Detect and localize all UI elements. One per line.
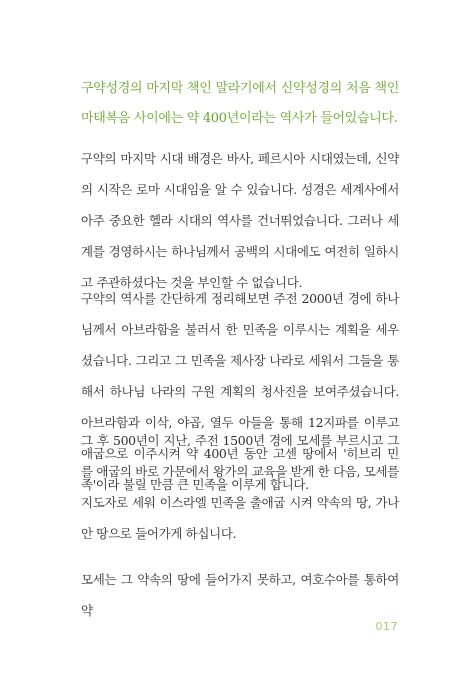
body-paragraph-2: 구약의 역사를 간단하게 정리해보면 주전 2000년 경에 하나님께서 아브라함을 불러서 한 민족을 이루시는 계획을 세우셨습니다. 그리고 그 민족을 제사장 나라로 세워서 그들을 통해서 하나님 나라의 구원 계획의 청사진을 보여주셨습니다. 아브라함과 이삭, 야곱, 열두 아들을 통해 12지파를 이루고 애굽으로 이주시켜 약 400년 동안 고센 땅에서 '히브리 민족'이라 불릴 만큼 큰 민족을 이루게 합니다. [81,291,399,492]
body-paragraph-1: 구약의 마지막 시대 배경은 바사, 페르시아 시대였는데, 신약의 시작은 로마 시대임을 알 수 있습니다. 성경은 세계사에서 아주 중요한 헬라 시대의 역사를 건너뛰었습니다. 그러나 세계를 경영하시는 하나님께서 공백의 시대에도 여전히 일하시고 주관하셨다는 것을 부인할 수 없습니다. [81,151,399,290]
body-paragraph-3: 그 후 500년이 지난, 주전 1500년 경에 모세를 부르시고 그를 애굽의 바로 가문에서 왕가의 교육을 받게 한 다음, 모세를 지도자로 세워 이스라엘 민족을 출애굽 시켜 약속의 땅, 가나안 땅으로 들어가게 하십니다. [81,433,399,541]
page-number: 017 [375,620,398,633]
body-paragraph-4: 모세는 그 약속의 땅에 들어가지 못하고, 여호수아를 통하여 약 [81,572,399,618]
lead-paragraph: 구약성경의 마지막 책인 말라기에서 신약성경의 처음 책인 마태복음 사이에는 약 400년이라는 역사가 들어있습니다. [81,81,399,126]
